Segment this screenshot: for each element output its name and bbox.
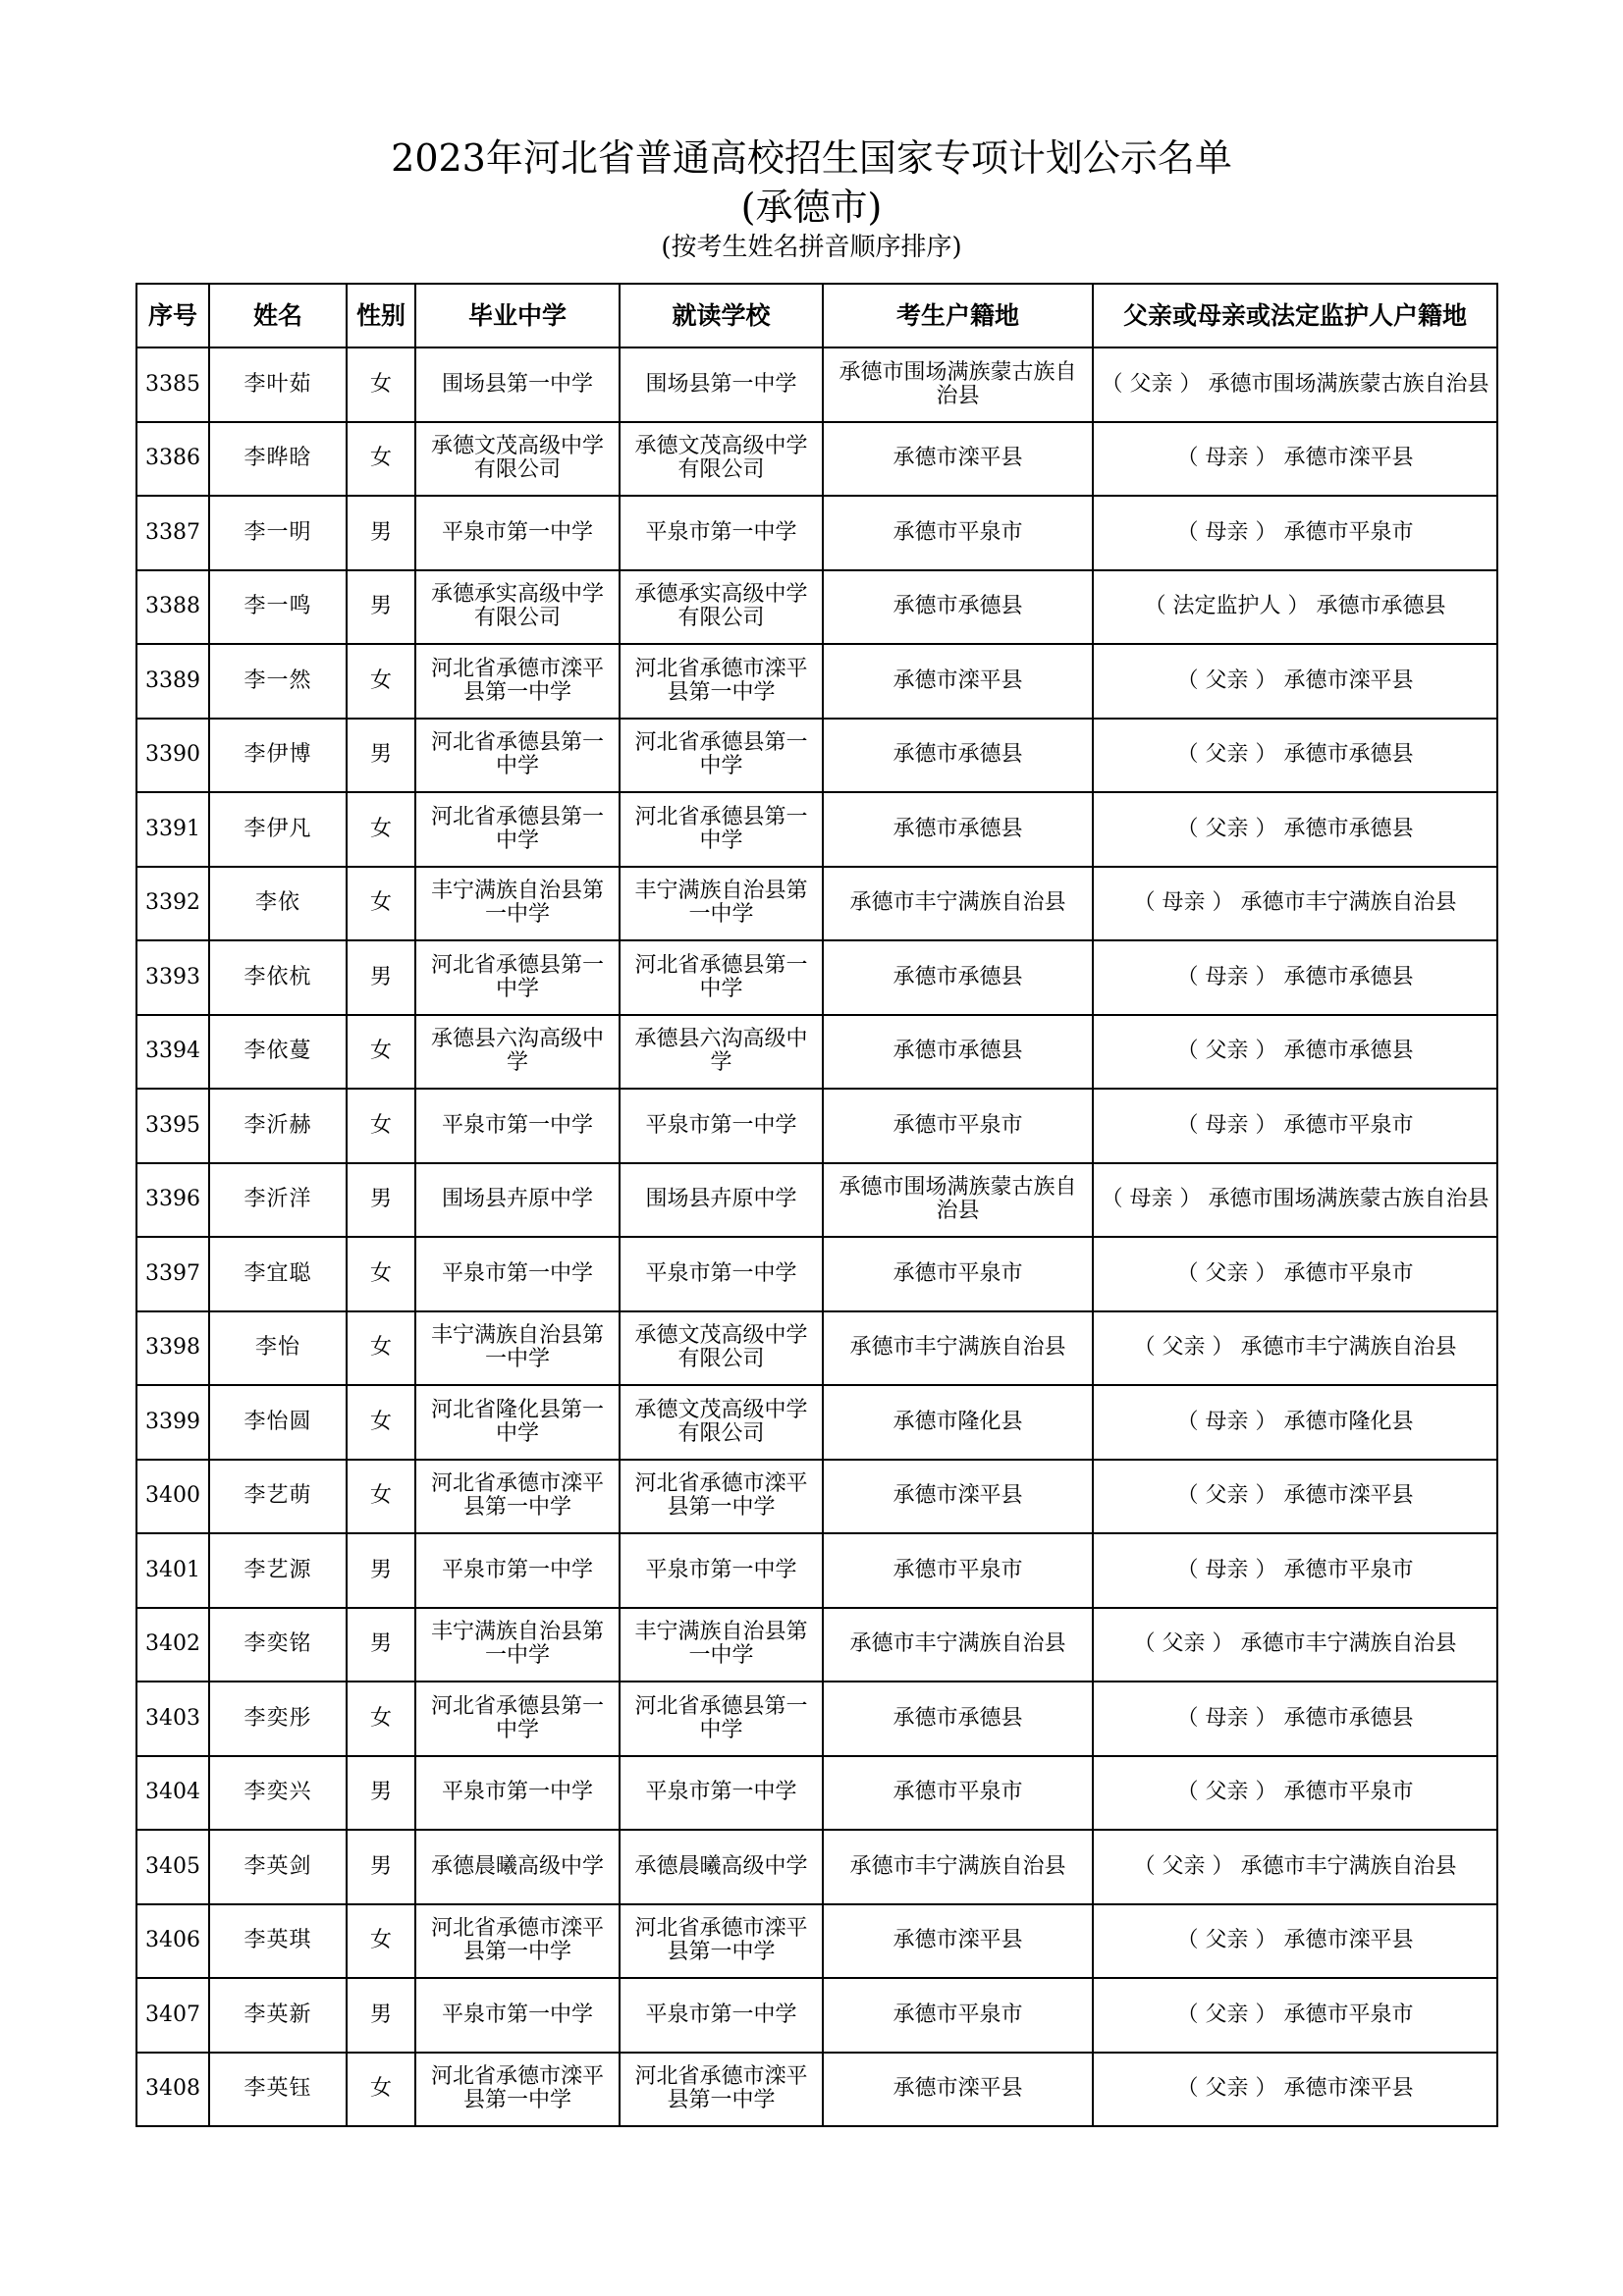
table-row bbox=[136, 2053, 1497, 2127]
cell-student-hukou: 承德市承德县 bbox=[823, 1015, 1093, 1090]
table-row bbox=[136, 867, 1497, 941]
cell-current-school: 河北省承德县第一中学 bbox=[620, 719, 823, 793]
col-header-current-school: 就读学校 bbox=[620, 284, 823, 347]
cell-gender: 女 bbox=[347, 1682, 415, 1756]
table-row bbox=[136, 1311, 1497, 1386]
cell-guardian-hukou: （ 父亲 ） 承德市滦平县 bbox=[1093, 644, 1497, 719]
cell-student-hukou: 承德市丰宁满族自治县 bbox=[823, 1311, 1093, 1386]
cell-graduated-school: 河北省承德县第一中学 bbox=[415, 1682, 620, 1756]
cell-graduated-school: 围场县卉原中学 bbox=[415, 1163, 620, 1238]
cell-current-school: 承德文茂高级中学有限公司 bbox=[620, 1385, 823, 1460]
cell-gender: 男 bbox=[347, 1830, 415, 1904]
cell-guardian-hukou: （ 母亲 ） 承德市滦平县 bbox=[1093, 422, 1497, 497]
table-row bbox=[136, 1237, 1497, 1311]
cell-current-school: 丰宁满族自治县第一中学 bbox=[620, 867, 823, 941]
cell-current-school: 平泉市第一中学 bbox=[620, 1089, 823, 1163]
cell-guardian-hukou: （ 父亲 ） 承德市围场满族蒙古族自治县 bbox=[1093, 347, 1497, 422]
table-row bbox=[136, 570, 1497, 645]
cell-student-hukou: 承德市滦平县 bbox=[823, 644, 1093, 719]
cell-guardian-hukou: （ 父亲 ） 承德市平泉市 bbox=[1093, 1237, 1497, 1311]
cell-graduated-school: 丰宁满族自治县第一中学 bbox=[415, 1608, 620, 1682]
cell-graduated-school: 平泉市第一中学 bbox=[415, 496, 620, 570]
cell-graduated-school: 河北省承德市滦平县第一中学 bbox=[415, 644, 620, 719]
cell-name: 李英琪 bbox=[209, 1904, 347, 1979]
cell-gender: 女 bbox=[347, 347, 415, 422]
cell-graduated-school: 河北省承德县第一中学 bbox=[415, 792, 620, 867]
table-row bbox=[136, 1830, 1497, 1904]
cell-name: 李英剑 bbox=[209, 1830, 347, 1904]
cell-student-hukou: 承德市围场满族蒙古族自治县 bbox=[823, 1163, 1093, 1238]
cell-name: 李依蔓 bbox=[209, 1015, 347, 1090]
cell-index: 3404 bbox=[136, 1756, 209, 1831]
cell-guardian-hukou: （ 母亲 ） 承德市丰宁满族自治县 bbox=[1093, 867, 1497, 941]
cell-graduated-school: 河北省承德市滦平县第一中学 bbox=[415, 1904, 620, 1979]
col-header-index: 序号 bbox=[136, 284, 209, 347]
cell-index: 3403 bbox=[136, 1682, 209, 1756]
cell-index: 3387 bbox=[136, 496, 209, 570]
cell-student-hukou: 承德市平泉市 bbox=[823, 496, 1093, 570]
cell-current-school: 河北省承德市滦平县第一中学 bbox=[620, 1904, 823, 1979]
cell-guardian-hukou: （ 父亲 ） 承德市丰宁满族自治县 bbox=[1093, 1311, 1497, 1386]
cell-student-hukou: 承德市承德县 bbox=[823, 1682, 1093, 1756]
cell-guardian-hukou: （ 母亲 ） 承德市承德县 bbox=[1093, 1682, 1497, 1756]
cell-graduated-school: 丰宁满族自治县第一中学 bbox=[415, 1311, 620, 1386]
table-row bbox=[136, 1608, 1497, 1682]
cell-name: 李英钰 bbox=[209, 2053, 347, 2127]
cell-current-school: 平泉市第一中学 bbox=[620, 1756, 823, 1831]
cell-student-hukou: 承德市平泉市 bbox=[823, 1978, 1093, 2053]
cell-gender: 女 bbox=[347, 2053, 415, 2127]
cell-current-school: 平泉市第一中学 bbox=[620, 496, 823, 570]
cell-index: 3391 bbox=[136, 792, 209, 867]
cell-student-hukou: 承德市丰宁满族自治县 bbox=[823, 1830, 1093, 1904]
cell-student-hukou: 承德市丰宁满族自治县 bbox=[823, 1608, 1093, 1682]
cell-current-school: 承德承实高级中学有限公司 bbox=[620, 570, 823, 645]
cell-index: 3385 bbox=[136, 347, 209, 422]
cell-current-school: 承德文茂高级中学有限公司 bbox=[620, 422, 823, 497]
cell-graduated-school: 丰宁满族自治县第一中学 bbox=[415, 867, 620, 941]
cell-name: 李沂洋 bbox=[209, 1163, 347, 1238]
col-header-graduated-school: 毕业中学 bbox=[415, 284, 620, 347]
cell-student-hukou: 承德市平泉市 bbox=[823, 1237, 1093, 1311]
cell-index: 3389 bbox=[136, 644, 209, 719]
cell-name: 李奕铭 bbox=[209, 1608, 347, 1682]
cell-index: 3394 bbox=[136, 1015, 209, 1090]
cell-gender: 男 bbox=[347, 719, 415, 793]
cell-guardian-hukou: （ 母亲 ） 承德市平泉市 bbox=[1093, 1089, 1497, 1163]
cell-gender: 男 bbox=[347, 1756, 415, 1831]
col-header-guardian-hukou: 父亲或母亲或法定监护人户籍地 bbox=[1093, 284, 1497, 347]
cell-student-hukou: 承德市围场满族蒙古族自治县 bbox=[823, 347, 1093, 422]
cell-gender: 男 bbox=[347, 940, 415, 1015]
cell-gender: 女 bbox=[347, 1904, 415, 1979]
roster-table bbox=[135, 283, 1498, 2127]
cell-name: 李怡 bbox=[209, 1311, 347, 1386]
cell-index: 3405 bbox=[136, 1830, 209, 1904]
cell-student-hukou: 承德市滦平县 bbox=[823, 1460, 1093, 1534]
cell-current-school: 承德文茂高级中学有限公司 bbox=[620, 1311, 823, 1386]
cell-name: 李伊凡 bbox=[209, 792, 347, 867]
cell-gender: 女 bbox=[347, 1385, 415, 1460]
cell-student-hukou: 承德市承德县 bbox=[823, 719, 1093, 793]
table-row bbox=[136, 792, 1497, 867]
cell-name: 李伊博 bbox=[209, 719, 347, 793]
cell-graduated-school: 平泉市第一中学 bbox=[415, 1756, 620, 1831]
cell-index: 3393 bbox=[136, 940, 209, 1015]
page-subtitle: (承德市) bbox=[740, 186, 883, 229]
cell-student-hukou: 承德市承德县 bbox=[823, 570, 1093, 645]
cell-gender: 男 bbox=[347, 496, 415, 570]
cell-student-hukou: 承德市丰宁满族自治县 bbox=[823, 867, 1093, 941]
cell-name: 李艺萌 bbox=[209, 1460, 347, 1534]
cell-index: 3390 bbox=[136, 719, 209, 793]
table-row bbox=[136, 1904, 1497, 1979]
cell-guardian-hukou: （ 父亲 ） 承德市滦平县 bbox=[1093, 1904, 1497, 1979]
cell-graduated-school: 承德晨曦高级中学 bbox=[415, 1830, 620, 1904]
cell-index: 3407 bbox=[136, 1978, 209, 2053]
cell-student-hukou: 承德市滦平县 bbox=[823, 2053, 1093, 2127]
cell-current-school: 河北省承德市滦平县第一中学 bbox=[620, 2053, 823, 2127]
cell-name: 李依杭 bbox=[209, 940, 347, 1015]
table-row bbox=[136, 1533, 1497, 1608]
cell-student-hukou: 承德市平泉市 bbox=[823, 1533, 1093, 1608]
cell-graduated-school: 平泉市第一中学 bbox=[415, 1533, 620, 1608]
table-row bbox=[136, 1682, 1497, 1756]
cell-guardian-hukou: （ 母亲 ） 承德市平泉市 bbox=[1093, 1533, 1497, 1608]
cell-index: 3400 bbox=[136, 1460, 209, 1534]
cell-current-school: 河北省承德县第一中学 bbox=[620, 1682, 823, 1756]
cell-guardian-hukou: （ 父亲 ） 承德市丰宁满族自治县 bbox=[1093, 1608, 1497, 1682]
cell-name: 李沂赫 bbox=[209, 1089, 347, 1163]
cell-graduated-school: 河北省承德市滦平县第一中学 bbox=[415, 1460, 620, 1534]
cell-graduated-school: 平泉市第一中学 bbox=[415, 1978, 620, 2053]
cell-gender: 男 bbox=[347, 1533, 415, 1608]
cell-name: 李叶茹 bbox=[209, 347, 347, 422]
cell-student-hukou: 承德市承德县 bbox=[823, 940, 1093, 1015]
cell-graduated-school: 平泉市第一中学 bbox=[415, 1237, 620, 1311]
cell-name: 李一然 bbox=[209, 644, 347, 719]
cell-student-hukou: 承德市承德县 bbox=[823, 792, 1093, 867]
cell-guardian-hukou: （ 父亲 ） 承德市承德县 bbox=[1093, 792, 1497, 867]
cell-name: 李宜聪 bbox=[209, 1237, 347, 1311]
cell-name: 李英新 bbox=[209, 1978, 347, 2053]
page-title: 2023年河北省普通高校招生国家专项计划公示名单 bbox=[391, 136, 1232, 180]
cell-graduated-school: 平泉市第一中学 bbox=[415, 1089, 620, 1163]
cell-graduated-school: 河北省承德县第一中学 bbox=[415, 940, 620, 1015]
cell-gender: 女 bbox=[347, 644, 415, 719]
cell-index: 3399 bbox=[136, 1385, 209, 1460]
cell-name: 李一明 bbox=[209, 496, 347, 570]
cell-index: 3401 bbox=[136, 1533, 209, 1608]
table-row bbox=[136, 1089, 1497, 1163]
cell-graduated-school: 承德文茂高级中学有限公司 bbox=[415, 422, 620, 497]
cell-name: 李奕兴 bbox=[209, 1756, 347, 1831]
cell-gender: 女 bbox=[347, 1460, 415, 1534]
table-row bbox=[136, 1460, 1497, 1534]
cell-current-school: 平泉市第一中学 bbox=[620, 1978, 823, 2053]
cell-student-hukou: 承德市滦平县 bbox=[823, 422, 1093, 497]
cell-graduated-school: 河北省隆化县第一中学 bbox=[415, 1385, 620, 1460]
table-row bbox=[136, 422, 1497, 497]
cell-name: 李依 bbox=[209, 867, 347, 941]
cell-current-school: 河北省承德县第一中学 bbox=[620, 792, 823, 867]
cell-gender: 男 bbox=[347, 1978, 415, 2053]
cell-current-school: 平泉市第一中学 bbox=[620, 1237, 823, 1311]
cell-index: 3402 bbox=[136, 1608, 209, 1682]
cell-current-school: 承德晨曦高级中学 bbox=[620, 1830, 823, 1904]
cell-gender: 女 bbox=[347, 1089, 415, 1163]
cell-current-school: 河北省承德县第一中学 bbox=[620, 940, 823, 1015]
cell-gender: 女 bbox=[347, 867, 415, 941]
cell-index: 3388 bbox=[136, 570, 209, 645]
col-header-gender: 性别 bbox=[347, 284, 415, 347]
cell-gender: 男 bbox=[347, 1608, 415, 1682]
cell-guardian-hukou: （ 父亲 ） 承德市平泉市 bbox=[1093, 1756, 1497, 1831]
cell-current-school: 河北省承德市滦平县第一中学 bbox=[620, 644, 823, 719]
cell-guardian-hukou: （ 法定监护人 ） 承德市承德县 bbox=[1093, 570, 1497, 645]
cell-guardian-hukou: （ 父亲 ） 承德市平泉市 bbox=[1093, 1978, 1497, 2053]
cell-current-school: 河北省承德市滦平县第一中学 bbox=[620, 1460, 823, 1534]
cell-graduated-school: 河北省承德市滦平县第一中学 bbox=[415, 2053, 620, 2127]
cell-index: 3386 bbox=[136, 422, 209, 497]
cell-guardian-hukou: （ 父亲 ） 承德市承德县 bbox=[1093, 1015, 1497, 1090]
cell-name: 李奕彤 bbox=[209, 1682, 347, 1756]
cell-gender: 男 bbox=[347, 570, 415, 645]
table-row bbox=[136, 644, 1497, 719]
cell-current-school: 围场县第一中学 bbox=[620, 347, 823, 422]
cell-guardian-hukou: （ 父亲 ） 承德市承德县 bbox=[1093, 719, 1497, 793]
cell-gender: 女 bbox=[347, 1311, 415, 1386]
cell-student-hukou: 承德市滦平县 bbox=[823, 1904, 1093, 1979]
cell-gender: 女 bbox=[347, 792, 415, 867]
cell-guardian-hukou: （ 母亲 ） 承德市平泉市 bbox=[1093, 496, 1497, 570]
cell-current-school: 承德县六沟高级中学 bbox=[620, 1015, 823, 1090]
table-row bbox=[136, 1163, 1497, 1238]
col-header-student-hukou: 考生户籍地 bbox=[823, 284, 1093, 347]
cell-gender: 女 bbox=[347, 1015, 415, 1090]
cell-guardian-hukou: （ 父亲 ） 承德市丰宁满族自治县 bbox=[1093, 1830, 1497, 1904]
cell-name: 李一鸣 bbox=[209, 570, 347, 645]
cell-current-school: 围场县卉原中学 bbox=[620, 1163, 823, 1238]
cell-graduated-school: 承德县六沟高级中学 bbox=[415, 1015, 620, 1090]
table-row bbox=[136, 1756, 1497, 1831]
cell-index: 3397 bbox=[136, 1237, 209, 1311]
cell-index: 3406 bbox=[136, 1904, 209, 1979]
cell-name: 李怡圆 bbox=[209, 1385, 347, 1460]
col-header-name: 姓名 bbox=[209, 284, 347, 347]
cell-guardian-hukou: （ 母亲 ） 承德市围场满族蒙古族自治县 bbox=[1093, 1163, 1497, 1238]
cell-guardian-hukou: （ 父亲 ） 承德市滦平县 bbox=[1093, 2053, 1497, 2127]
cell-gender: 男 bbox=[347, 1163, 415, 1238]
table-row bbox=[136, 1385, 1497, 1460]
table-row bbox=[136, 719, 1497, 793]
cell-gender: 女 bbox=[347, 422, 415, 497]
cell-student-hukou: 承德市平泉市 bbox=[823, 1089, 1093, 1163]
cell-student-hukou: 承德市平泉市 bbox=[823, 1756, 1093, 1831]
cell-guardian-hukou: （ 母亲 ） 承德市承德县 bbox=[1093, 940, 1497, 1015]
cell-current-school: 丰宁满族自治县第一中学 bbox=[620, 1608, 823, 1682]
cell-index: 3395 bbox=[136, 1089, 209, 1163]
cell-graduated-school: 河北省承德县第一中学 bbox=[415, 719, 620, 793]
cell-name: 李艺源 bbox=[209, 1533, 347, 1608]
cell-gender: 女 bbox=[347, 1237, 415, 1311]
cell-student-hukou: 承德市隆化县 bbox=[823, 1385, 1093, 1460]
cell-guardian-hukou: （ 父亲 ） 承德市滦平县 bbox=[1093, 1460, 1497, 1534]
cell-index: 3392 bbox=[136, 867, 209, 941]
cell-graduated-school: 围场县第一中学 bbox=[415, 347, 620, 422]
cell-current-school: 平泉市第一中学 bbox=[620, 1533, 823, 1608]
table-row bbox=[136, 1015, 1497, 1090]
cell-guardian-hukou: （ 母亲 ） 承德市隆化县 bbox=[1093, 1385, 1497, 1460]
table-row bbox=[136, 496, 1497, 570]
cell-index: 3396 bbox=[136, 1163, 209, 1238]
header-row bbox=[136, 284, 1497, 347]
table-row bbox=[136, 940, 1497, 1015]
sort-note: (按考生姓名拼音顺序排序) bbox=[661, 233, 962, 262]
cell-graduated-school: 承德承实高级中学有限公司 bbox=[415, 570, 620, 645]
table-row bbox=[136, 1978, 1497, 2053]
table-row bbox=[136, 347, 1497, 422]
cell-index: 3398 bbox=[136, 1311, 209, 1386]
cell-name: 李晔晗 bbox=[209, 422, 347, 497]
cell-index: 3408 bbox=[136, 2053, 209, 2127]
